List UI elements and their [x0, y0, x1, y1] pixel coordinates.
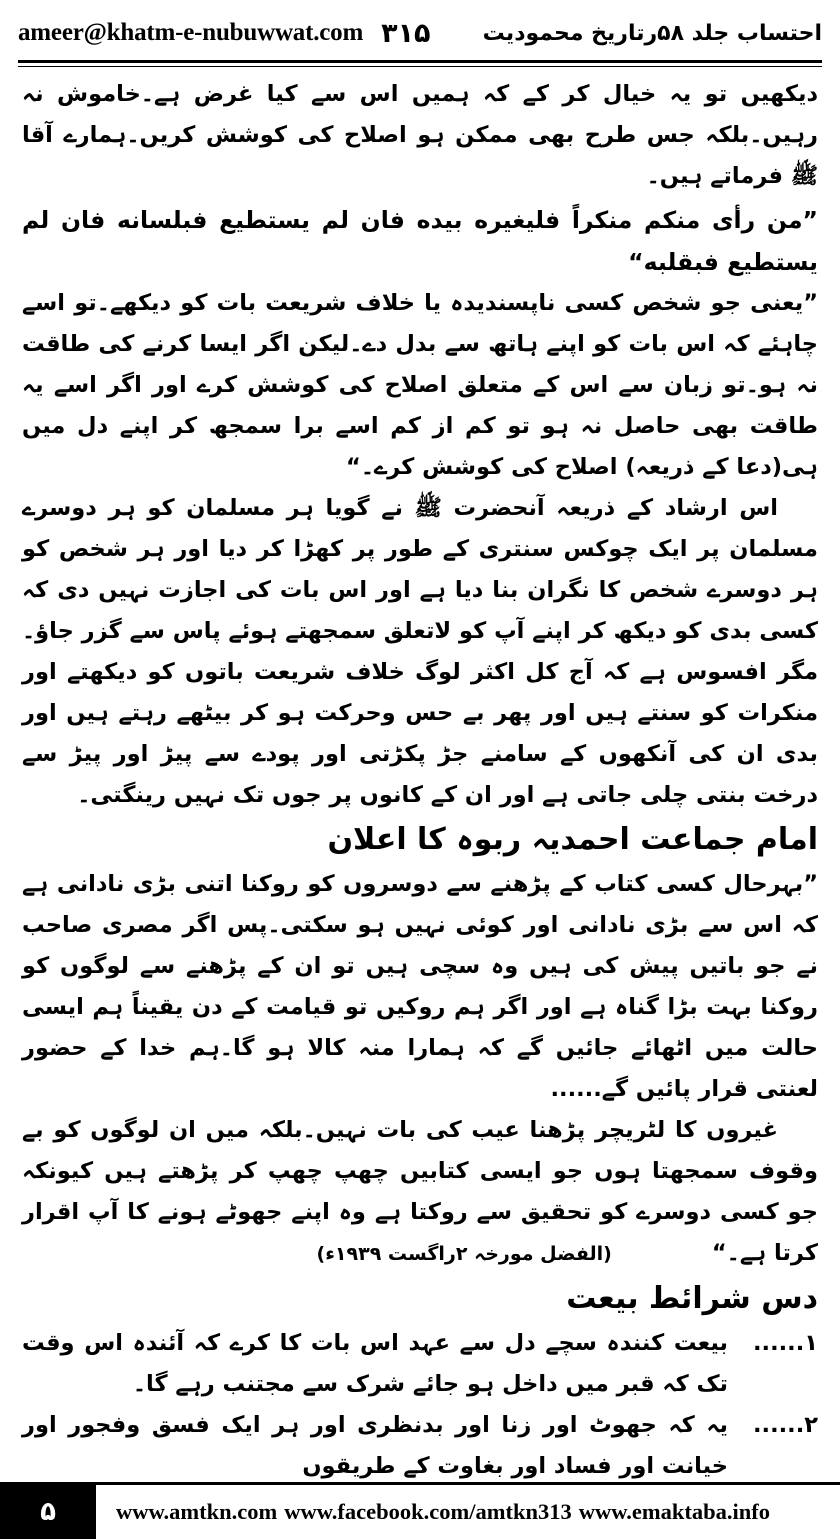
paragraph-3: اس ارشاد کے ذریعہ آنحضرت ﷺ نے گویا ہر مسلمان کو ہر دوسرے مسلمان پر ایک چوکس سنتری کے طور پر کھڑا کر دیا اور ہر شخص کو ہر دوسرے شخص کا نگران بنا دیا ہے اور اس بات کی اجازت نہیں دی کہ کسی بدی کو دیکھ کر اپنے آپ کو لاتعلق سمجھتے ہوئے پاس سے گزر جاؤ۔مگر افسوس ہے کہ آج کل اکثر لوگ خلاف شریعت باتوں کو دیکھتے اور منکرات کو سنتے ہیں اور پھر بے حس وحرکت ہو کر بیٹھے رہتے ہیں اور بدی ان کی آنکھوں کے سامنے جڑ پکڑتی اور پودے سے پیڑ اور پیڑ سے درخت بنتی چلی جاتی ہے اور ان کے کانوں پر جوں تک نہیں رینگتی۔: [22, 495, 818, 808]
hadith-quote: ”من رأى منكم منكراً فليغيره بيده فان لم يستطيع فبلسانه فان لم يستطيع فبقلبه“: [22, 206, 818, 276]
list-item: [22, 1323, 818, 1405]
footer-link-amtkn[interactable]: www.amtkn.com: [116, 1499, 278, 1524]
page-footer: [0, 1482, 840, 1539]
paragraph-5: [22, 1110, 818, 1275]
header-rule: [18, 60, 822, 63]
page-body: [22, 74, 818, 1479]
paragraph-1: دیکھیں تو یہ خیال کر کے کہ ہمیں اس سے کیا غرض ہے۔خاموش نہ رہیں۔بلکہ جس طرح بھی ممکن ہو اصلاح کی کوشش کریں۔ہمارے آقا ﷺ فرماتے ہیں۔: [22, 81, 818, 189]
section-heading-conditions: دس شرائط بیعت: [566, 1281, 818, 1316]
footer-link-facebook[interactable]: www.facebook.com/amtkn313: [284, 1499, 572, 1524]
header-left: [18, 18, 431, 49]
list-item-text: یہ کہ جھوٹ اور زنا اور بدنظری اور ہر ایک فسق وفجور اور خیانت اور فساد اور بغاوت کے طریقوں: [22, 1412, 728, 1479]
section-heading-announcement: امام جماعت احمدیہ ربوہ کا اعلان: [327, 822, 818, 857]
list-item-number: ۲......: [752, 1412, 818, 1438]
paragraph-5-text: غیروں کا لٹریچر پڑھنا عیب کی بات نہیں۔بلکہ میں ان لوگوں کو بے وقوف سمجھتا ہوں جو ایسی کتابیں چھپ چھپ کر پڑھتے ہیں کیونکہ جو کسی دوسرے کو تحقیق سے روکتا ہے وہ اپنے جھوٹے ہونے کا آپ اقرار کرتا ہے۔“: [22, 1117, 818, 1266]
list-item-text: بیعت کنندہ سچے دل سے عہد اس بات کا کرے کہ آئندہ اس وقت تک کہ قبر میں داخل ہو جائے شرک سے مجتنب رہے گا۔: [22, 1330, 728, 1397]
citation: (الفضل مورخہ ۲راگست ۱۹۳۹ء): [316, 1243, 612, 1265]
header-rule-thin: [18, 66, 822, 67]
footer-links: [116, 1485, 828, 1539]
header-book-title: احتساب جلد ۵۸رتاریخ محمودیت: [482, 20, 822, 46]
header-page-number: ٣١۵: [381, 17, 431, 49]
footer-link-emaktaba[interactable]: www.emaktaba.info: [578, 1499, 771, 1524]
paragraph-4: ”بہرحال کسی کتاب کے پڑھنے سے دوسروں کو روکنا اتنی بڑی نادانی ہے کہ اس سے بڑی نادانی اور کوئی نہیں ہو سکتی۔پس اگر مصری صاحب نے جو باتیں پیش کی ہیں وہ سچی ہیں تو ان کے پڑھنے سے لوگوں کو روکنا بہت بڑا گناہ ہے اور اگر ہم روکیں تو قیامت کے دن یقیناً ہم ایسی حالت میں اٹھائے جائیں گے کہ ہمارا منہ کالا ہو گا۔ہم خدا کے حضور لعنتی قرار پائیں گے......: [22, 871, 818, 1102]
list-item-number: ۱......: [752, 1330, 818, 1356]
page-header: [18, 8, 822, 58]
list-item: [22, 1405, 818, 1487]
footer-page-number: ۵: [0, 1485, 96, 1539]
header-email[interactable]: ameer@khatm-e-nubuwwat.com: [18, 19, 364, 46]
paragraph-2: ”یعنی جو شخص کسی ناپسندیدہ یا خلاف شریعت بات کو دیکھے۔تو اسے چاہئے کہ اس بات کو اپنے ہاتھ سے بدل دے۔لیکن اگر ایسا کرنے کی طاقت نہ ہو۔تو زبان سے اس کے متعلق اصلاح کی کوشش کرے اور اگر اسے یہ طاقت بھی حاصل نہ ہو تو کم از کم اسے برا سمجھ کر اپنے دل میں ہی(دعا کے ذریعہ) اصلاح کی کوشش کرے۔“: [22, 290, 818, 480]
